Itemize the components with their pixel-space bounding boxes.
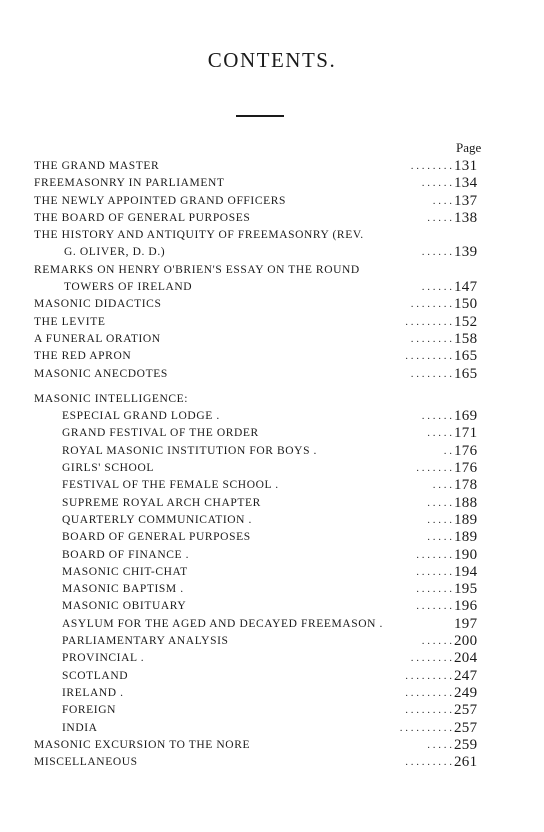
main-entries	[34, 158, 494, 383]
toc-entry	[34, 425, 494, 442]
toc-entry-page: 194	[454, 563, 478, 580]
toc-entry	[34, 512, 494, 529]
toc-entry-page: 158	[454, 330, 478, 347]
leader-dots: . . . . . . . . .	[405, 315, 452, 328]
toc-entry-title: G. OLIVER, D. D.)	[64, 246, 166, 259]
toc-entry-title: FREEMASONRY IN PARLIAMENT	[34, 177, 225, 190]
leader-dots: . . . . . . . . .	[405, 669, 452, 682]
leader-dots: . .	[443, 444, 452, 457]
toc-entry-title: SUPREME ROYAL ARCH CHAPTER	[62, 496, 261, 509]
toc-entry-page: 188	[454, 494, 478, 511]
toc-entry	[34, 279, 494, 296]
toc-entry-title: THE GRAND MASTER	[34, 160, 160, 172]
leader-dots: . . . . . . .	[416, 548, 452, 561]
toc-entry-page: 131	[454, 158, 478, 174]
toc-entry-title: BOARD OF FINANCE .	[62, 548, 190, 561]
toc-entry	[34, 443, 494, 460]
section-heading-masonic-intelligence: MASONIC INTELLIGENCE:	[34, 392, 189, 405]
leader-dots: . . . . .	[427, 513, 452, 526]
leader-dots: . . . . .	[427, 427, 452, 440]
toc-entry-page: 171	[454, 425, 478, 442]
page-column-heading: Page	[456, 140, 482, 155]
toc-entry-title: THE LEVITE	[34, 315, 106, 328]
toc-entry-title: PROVINCIAL .	[62, 652, 145, 665]
toc-entry	[34, 685, 494, 702]
toc-entry	[34, 366, 494, 383]
leader-dots: . . . . . . . . . .	[399, 721, 452, 734]
toc-entry	[34, 296, 494, 313]
toc-entry	[34, 193, 494, 210]
toc-entry-title: MASONIC DIDACTICS	[34, 298, 162, 311]
leader-dots: . . . . . . . .	[410, 367, 452, 380]
leader-dots: . . . . .	[427, 738, 452, 751]
toc-entry-title: INDIA	[62, 721, 98, 734]
toc-entry	[34, 598, 494, 615]
toc-entry	[34, 529, 494, 546]
toc-entry	[34, 477, 494, 494]
leader-dots: . . . . . .	[421, 635, 452, 648]
toc-entry-page: 138	[454, 209, 478, 226]
toc-entry-page: 147	[454, 279, 478, 296]
title-rule	[236, 115, 284, 117]
toc-entry-page: 257	[454, 719, 478, 736]
toc-entry-page: 190	[454, 546, 478, 563]
toc-entry	[34, 547, 494, 564]
toc-entry-page: 189	[454, 529, 478, 546]
toc-entry	[34, 650, 494, 667]
toc-entry	[34, 702, 494, 719]
toc-entry-title: THE HISTORY AND ANTIQUITY OF FREEMASONRY (REV.	[34, 229, 364, 242]
toc-entry-title: PARLIAMENTARY ANALYSIS	[62, 635, 229, 648]
toc-entry-title: THE BOARD OF GENERAL PURPOSES	[34, 211, 251, 224]
toc-entry-page: 204	[454, 650, 478, 667]
leader-dots: . . . . . . .	[416, 600, 452, 613]
leader-dots: . . . .	[432, 479, 452, 492]
leader-dots: . . . . . . . . .	[405, 686, 452, 699]
closing-entries	[34, 737, 494, 772]
toc-entry-page: 152	[454, 313, 478, 330]
toc-entry	[34, 227, 494, 244]
toc-entry-page: 259	[454, 736, 478, 753]
leader-dots: . . . . . .	[421, 177, 452, 190]
toc-entry-title: ASYLUM FOR THE AGED AND DECAYED FREEMASON .	[62, 617, 383, 630]
toc-entry	[34, 408, 494, 425]
toc-entry-title: ROYAL MASONIC INSTITUTION FOR BOYS .	[62, 444, 318, 457]
toc-entry	[34, 754, 494, 771]
leader-dots: . . . . . . . .	[410, 298, 452, 311]
toc-entry-title: QUARTERLY COMMUNICATION .	[62, 513, 253, 526]
leader-dots: . . . . .	[427, 531, 452, 544]
leader-dots: . . . . . . .	[416, 462, 452, 475]
toc-entry-page: 165	[454, 348, 478, 365]
leader-dots: . . . . . . .	[416, 583, 452, 596]
toc-entry	[34, 244, 494, 261]
toc-entry	[34, 668, 494, 685]
toc-entry-title: THE NEWLY APPOINTED GRAND OFFICERS	[34, 194, 287, 207]
toc-entry-page: 195	[454, 581, 478, 598]
toc-entry-page: 134	[454, 175, 478, 192]
toc-entry-page: 200	[454, 633, 478, 650]
toc-entry	[34, 158, 494, 175]
toc-entry	[34, 633, 494, 650]
toc-entry-page: 247	[454, 667, 478, 684]
toc-entry-title: MASONIC ANECDOTES	[34, 367, 168, 380]
toc-entry-title: A FUNERAL ORATION	[34, 332, 161, 345]
toc-entry	[34, 720, 494, 737]
toc-entry-title: TOWERS OF IRELAND	[64, 281, 193, 294]
toc-entry	[34, 331, 494, 348]
toc-entry	[34, 616, 494, 633]
toc-entry-title: BOARD OF GENERAL PURPOSES	[62, 531, 251, 544]
toc-entry-title: GRAND FESTIVAL OF THE ORDER	[62, 427, 259, 440]
table-of-contents	[34, 158, 494, 771]
toc-entry-page: 176	[454, 442, 478, 459]
toc-entry-page: 261	[454, 754, 478, 771]
leader-dots: . . . . .	[427, 211, 452, 224]
toc-entry-title: SCOTLAND	[62, 669, 129, 682]
toc-entry-title: FESTIVAL OF THE FEMALE SCHOOL .	[62, 479, 279, 492]
toc-entry-page: 165	[454, 365, 478, 382]
toc-entry-title: MASONIC OBITUARY	[62, 600, 187, 613]
toc-entry-title: THE RED APRON	[34, 350, 132, 363]
toc-entry-title: FOREIGN	[62, 704, 117, 717]
toc-entry-page: 197	[454, 615, 478, 632]
toc-entry-title: REMARKS ON HENRY O'BRIEN'S ESSAY ON THE ROUND	[34, 263, 360, 276]
toc-entry-title: GIRLS' SCHOOL	[62, 462, 154, 475]
toc-entry-page: 169	[454, 408, 478, 425]
toc-entry-page: 196	[454, 598, 478, 615]
toc-entry	[34, 737, 494, 754]
toc-entry-page: 189	[454, 511, 478, 528]
leader-dots: . . . . . . .	[416, 565, 452, 578]
leader-dots: . . . . . . . . .	[405, 350, 452, 363]
leader-dots: . . . . . . . .	[410, 332, 452, 345]
leader-dots: . . . . .	[427, 496, 452, 509]
toc-entry-title: MISCELLANEOUS	[34, 756, 138, 769]
toc-entry	[34, 564, 494, 581]
leader-dots: . . . . . .	[421, 246, 452, 259]
toc-entry-page: 137	[454, 192, 478, 209]
toc-entry-title: ESPECIAL GRAND LODGE .	[62, 410, 220, 423]
toc-entry-page: 176	[454, 460, 478, 477]
toc-entry-page: 257	[454, 702, 478, 719]
toc-entry	[34, 314, 494, 331]
page-title: CONTENTS.	[207, 48, 337, 72]
toc-entry-title: MASONIC BAPTISM .	[62, 583, 184, 596]
toc-entry	[34, 581, 494, 598]
leader-dots: . . . . . . . . .	[405, 756, 452, 769]
toc-entry	[34, 210, 494, 227]
leader-dots: . . . . . .	[421, 281, 452, 294]
toc-entry-page: 178	[454, 477, 478, 494]
toc-entry-page: 249	[454, 684, 478, 701]
toc-entry-page: 150	[454, 296, 478, 313]
toc-entry	[34, 262, 494, 279]
leader-dots: . . . . . . . .	[410, 652, 452, 665]
leader-dots: . . . . . . . .	[410, 160, 452, 172]
intelligence-entries	[34, 408, 494, 737]
leader-dots: . . . . . . . . .	[405, 704, 452, 717]
toc-entry	[34, 348, 494, 365]
toc-entry	[34, 175, 494, 192]
toc-entry	[34, 460, 494, 477]
leader-dots: . . . . . .	[421, 410, 452, 423]
toc-entry-title: MASONIC EXCURSION TO THE NORE	[34, 738, 251, 751]
toc-entry-title: MASONIC CHIT-CHAT	[62, 565, 188, 578]
toc-entry-title: IRELAND .	[62, 686, 124, 699]
toc-entry	[34, 495, 494, 512]
leader-dots: . . . .	[432, 194, 452, 207]
toc-entry-page: 139	[454, 244, 478, 261]
